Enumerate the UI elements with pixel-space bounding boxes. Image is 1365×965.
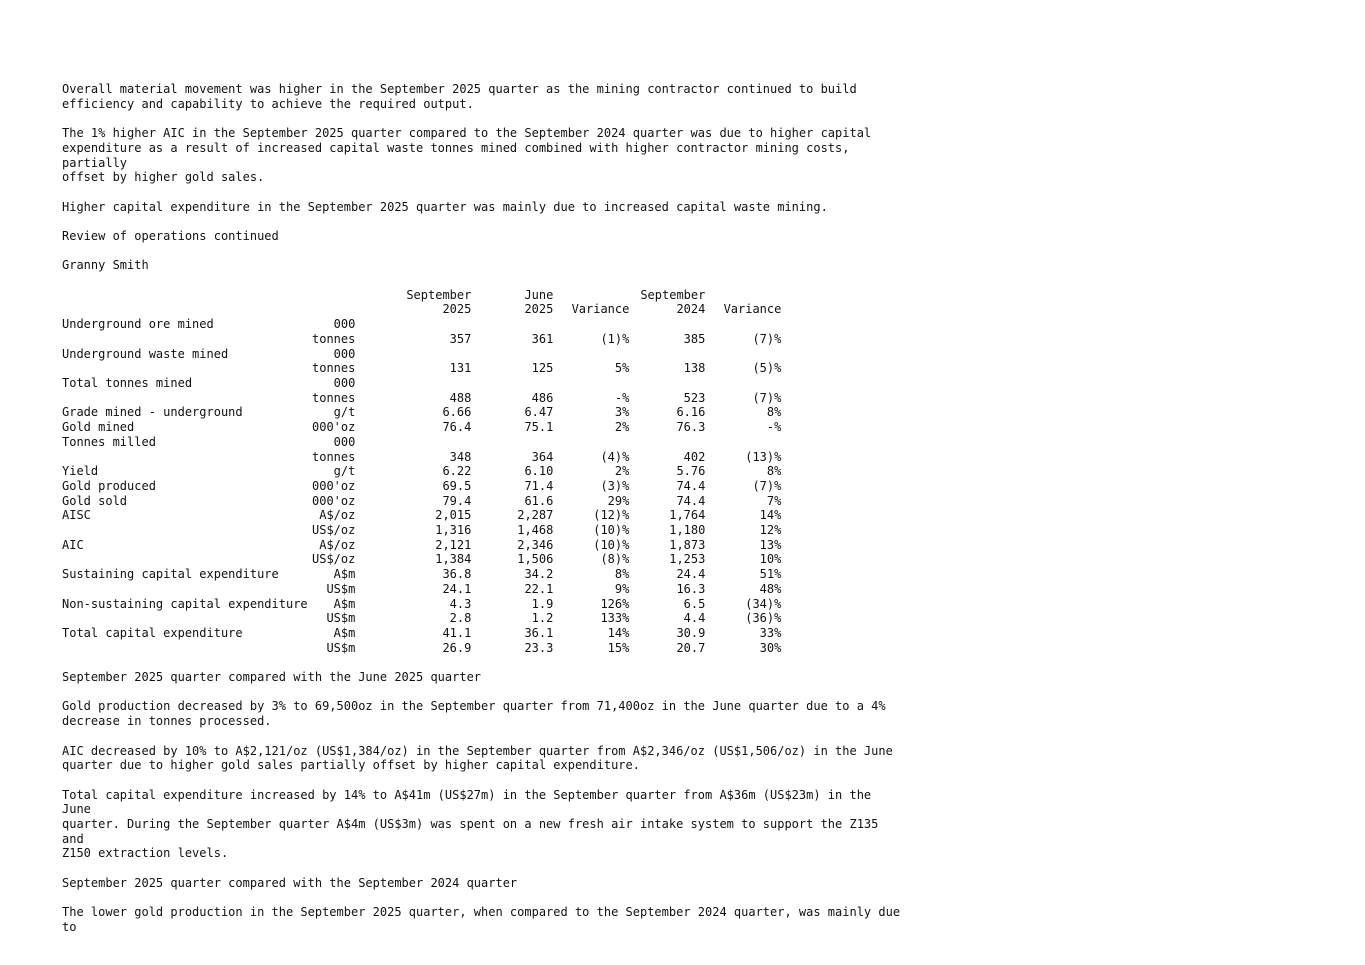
table-row (62, 508, 781, 523)
row-unit-prefix: 000 (333, 317, 356, 332)
row-label (62, 582, 312, 597)
row-unit: A$m (333, 596, 356, 611)
table-cell: 1,873 (669, 537, 706, 552)
table-cell: 69.5 (442, 478, 472, 493)
table-cell: 4.4 (683, 611, 706, 626)
column-header (705, 288, 781, 303)
row-label: AISC (62, 508, 91, 523)
row-unit: tonnes (312, 449, 356, 464)
table-cell: (10)% (593, 523, 630, 538)
intro-paragraph (62, 229, 902, 244)
table-cell: 2,346 (517, 537, 554, 552)
table-row-label (62, 317, 781, 332)
table-cell: 48% (759, 581, 782, 596)
row-unit: A$/oz (319, 537, 356, 552)
text-line: decrease in tonnes processed. (62, 714, 272, 729)
text-line: AIC decreased by 10% to A$2,121/oz (US$1,384/oz) in the September quarter from A$2,346/oz (US$1,506/oz) in the June (62, 743, 893, 758)
text-line: Overall material movement was higher in the September 2025 quarter as the mining contractor continued to build (62, 82, 857, 96)
table-cell: 2,015 (435, 508, 472, 523)
table-row (62, 361, 781, 376)
row-label: Yield (62, 464, 99, 479)
table-cell: (7)% (752, 478, 782, 493)
table-row (62, 494, 781, 509)
table-cell: (7)% (752, 331, 782, 346)
table-cell: (1)% (600, 331, 630, 346)
table-cell: 6.10 (524, 464, 554, 479)
table-cell: 7% (766, 493, 782, 508)
row-unit: A$m (333, 567, 356, 582)
text-line: offset by higher gold sales. (62, 170, 265, 185)
table-cell: 79.4 (442, 493, 472, 508)
table-header-row (62, 288, 781, 303)
commentary-paragraph (62, 905, 908, 934)
table-cell: 15% (607, 640, 630, 655)
table-cell: 486 (531, 390, 554, 405)
column-header: 2024 (676, 302, 706, 317)
table-cell: 75.1 (524, 420, 554, 435)
table-cell: 2,121 (435, 537, 472, 552)
table-row (62, 597, 781, 612)
commentary-paragraph (62, 788, 902, 862)
row-unit: tonnes (312, 361, 356, 376)
table-cell: 6.47 (524, 405, 554, 420)
table-cell: 126% (600, 596, 630, 611)
table-cell: 22.1 (524, 581, 554, 596)
row-label: Underground waste mined (62, 346, 229, 361)
table-cell: (8)% (600, 552, 630, 567)
table-cell: 12% (759, 523, 782, 538)
table-cell: 1.9 (531, 596, 554, 611)
table-cell: 1,468 (517, 523, 554, 538)
table-cell: 20.7 (676, 640, 706, 655)
table-cell: 1,506 (517, 552, 554, 567)
table-cell: 138 (683, 361, 706, 376)
table-cell: 24.4 (676, 567, 706, 582)
text-line: Total capital expenditure increased by 14% to A$41m (US$27m) in the September quarter from A$36m (US$23m) in the June (62, 787, 879, 817)
table-cell: 26.9 (442, 640, 472, 655)
row-label: Tonnes milled (62, 434, 156, 449)
row-label: Gold produced (62, 478, 156, 493)
table-row (62, 641, 781, 656)
table-row (62, 626, 781, 641)
row-label (62, 523, 312, 538)
table-cell: -% (614, 390, 630, 405)
table-row-label (62, 376, 781, 391)
text-line: September 2025 quarter compared with the June 2025 quarter (62, 670, 482, 685)
table-cell: 76.4 (442, 420, 472, 435)
table-cell: 357 (449, 331, 472, 346)
table-cell: 8% (766, 464, 782, 479)
table-row (62, 391, 781, 406)
table-cell: 348 (449, 449, 472, 464)
table-cell: 9% (614, 581, 630, 596)
table-cell: 3% (614, 405, 630, 420)
table-row (62, 450, 781, 465)
column-header: 2025 (442, 302, 472, 317)
text-line: efficiency and capability to achieve the required output. (62, 96, 474, 111)
table-cell: 1,180 (669, 523, 706, 538)
table-cell: 71.4 (524, 478, 554, 493)
text-line: quarter. During the September quarter A$4m (US$3m) was spent on a new fresh air intake system to support the Z135 and (62, 817, 886, 846)
text-line: Z150 extraction levels. (62, 846, 229, 861)
row-unit: tonnes (312, 331, 356, 346)
table-cell: (12)% (593, 508, 630, 523)
table-cell: 2.8 (449, 611, 472, 626)
table-header-row (62, 302, 781, 317)
table-cell: (5)% (752, 361, 782, 376)
text-line: September 2025 quarter compared with the September 2024 quarter (62, 875, 518, 890)
table-cell: 14% (607, 625, 630, 640)
table-cell: 8% (766, 405, 782, 420)
text-line: Granny Smith (62, 258, 149, 273)
table-cell: 30.9 (676, 625, 706, 640)
table-cell: 29% (607, 493, 630, 508)
row-unit: 000'oz (312, 493, 356, 508)
table-cell: 16.3 (676, 581, 706, 596)
table-cell: 523 (683, 390, 706, 405)
table-cell: 51% (759, 567, 782, 582)
row-label: Sustaining capital expenditure (62, 567, 279, 582)
commentary-paragraph (62, 876, 902, 891)
table-row (62, 332, 781, 347)
table-row (62, 479, 781, 494)
table-cell: (34)% (745, 596, 782, 611)
row-unit-prefix: 000 (333, 434, 356, 449)
table-cell: 2% (614, 420, 630, 435)
table-cell: 34.2 (524, 567, 554, 582)
row-label (62, 641, 312, 656)
table-row (62, 538, 781, 553)
row-unit: A$/oz (319, 508, 356, 523)
column-header: September (406, 287, 472, 302)
table-row (62, 582, 781, 597)
row-label (62, 611, 312, 626)
text-line: The lower gold production in the September 2025 quarter, when compared to the September 2024 quarter, was mainly due to (62, 905, 908, 934)
table-cell: (13)% (745, 449, 782, 464)
row-label: Gold mined (62, 420, 135, 435)
intro-paragraph (62, 82, 902, 111)
column-header: 2025 (524, 302, 554, 317)
table-row (62, 420, 781, 435)
column-header: Variance (571, 302, 630, 317)
row-unit-prefix: 000 (333, 346, 356, 361)
table-cell: 402 (683, 449, 706, 464)
intro-paragraph (62, 126, 902, 185)
table-cell: 76.3 (676, 420, 706, 435)
row-unit: 000'oz (312, 420, 356, 435)
table-cell: 6.5 (683, 596, 706, 611)
table-cell: 1,316 (435, 523, 472, 538)
column-header: June (524, 287, 554, 302)
intro-paragraph (62, 258, 902, 273)
table-cell: 10% (759, 552, 782, 567)
row-label: AIC (62, 537, 84, 552)
table-cell: (36)% (745, 611, 782, 626)
table-cell: (4)% (600, 449, 630, 464)
table-cell: 125 (531, 361, 554, 376)
table-cell: 2,287 (517, 508, 554, 523)
table-row-label (62, 347, 781, 362)
table-row (62, 611, 781, 626)
table-cell: 1,384 (435, 552, 472, 567)
row-label: Underground ore mined (62, 317, 214, 332)
table-cell: 5% (614, 361, 630, 376)
table-row (62, 464, 781, 479)
row-label (62, 552, 312, 567)
row-unit-prefix: 000 (333, 375, 356, 390)
column-header: September (640, 287, 706, 302)
document-page (62, 82, 908, 949)
row-label: Total capital expenditure (62, 625, 243, 640)
table-cell: 385 (683, 331, 706, 346)
row-label: Total tonnes mined (62, 375, 193, 390)
table-cell: 24.1 (442, 581, 472, 596)
table-cell: 6.16 (676, 405, 706, 420)
table-cell: 23.3 (524, 640, 554, 655)
row-label: Non-sustaining capital expenditure (62, 596, 308, 611)
commentary-paragraph (62, 670, 902, 685)
column-header: Variance (723, 302, 782, 317)
commentary-paragraph (62, 744, 902, 773)
table-cell: 131 (449, 361, 472, 376)
table-row (62, 405, 781, 420)
table-cell: 4.3 (449, 596, 472, 611)
table-cell: 2% (614, 464, 630, 479)
table-cell: -% (766, 420, 782, 435)
table-row (62, 552, 781, 567)
commentary-section (62, 670, 908, 949)
table-cell: 364 (531, 449, 554, 464)
row-unit: US$/oz (312, 552, 356, 567)
table-cell: 361 (531, 331, 554, 346)
table-cell: (7)% (752, 390, 782, 405)
text-line: quarter due to higher gold sales partially offset by higher capital expenditure. (62, 758, 640, 773)
table-cell: 13% (759, 537, 782, 552)
table-row (62, 567, 781, 582)
row-unit: US$m (326, 640, 356, 655)
text-line: Review of operations continued (62, 228, 279, 243)
table-row-label (62, 435, 781, 450)
table-row (62, 523, 781, 538)
table-cell: 6.66 (442, 405, 472, 420)
table-cell: 133% (600, 611, 630, 626)
intro-paragraph (62, 200, 902, 215)
text-line: expenditure as a result of increased capital waste tonnes mined combined with higher contractor mining costs, partially (62, 140, 857, 170)
table-cell: 488 (449, 390, 472, 405)
table-cell: 8% (614, 567, 630, 582)
table-cell: 74.4 (676, 478, 706, 493)
column-header (553, 288, 629, 303)
table-cell: 61.6 (524, 493, 554, 508)
table-cell: 36.1 (524, 625, 554, 640)
row-unit: A$m (333, 625, 356, 640)
row-unit: US$m (326, 581, 356, 596)
text-line: The 1% higher AIC in the September 2025 quarter compared to the September 2024 quarter was due to higher capital (62, 126, 872, 141)
table-cell: 1.2 (531, 611, 554, 626)
table-cell: 74.4 (676, 493, 706, 508)
operations-table (62, 288, 781, 656)
row-unit: 000'oz (312, 478, 356, 493)
row-unit: US$/oz (312, 523, 356, 538)
table-cell: 36.8 (442, 567, 472, 582)
commentary-paragraph (62, 699, 902, 728)
table-cell: 1,253 (669, 552, 706, 567)
table-cell: 41.1 (442, 625, 472, 640)
text-line: Gold production decreased by 3% to 69,500oz in the September quarter from 71,400oz in the June quarter due to a 4% (62, 699, 886, 714)
table-cell: (10)% (593, 537, 630, 552)
row-unit: tonnes (312, 390, 356, 405)
table-cell: 14% (759, 508, 782, 523)
text-line: Higher capital expenditure in the September 2025 quarter was mainly due to increased capital waste mining. (62, 199, 828, 214)
table-cell: 1,764 (669, 508, 706, 523)
row-label: Grade mined - underground (62, 405, 243, 420)
table-cell: 30% (759, 640, 782, 655)
table-cell: 5.76 (676, 464, 706, 479)
row-unit: g/t (333, 464, 356, 479)
table-cell: 6.22 (442, 464, 472, 479)
table-cell: (3)% (600, 478, 630, 493)
row-unit: US$m (326, 611, 356, 626)
row-label: Gold sold (62, 493, 128, 508)
intro-section (62, 82, 902, 288)
row-unit: g/t (333, 405, 356, 420)
table-cell: 33% (759, 625, 782, 640)
